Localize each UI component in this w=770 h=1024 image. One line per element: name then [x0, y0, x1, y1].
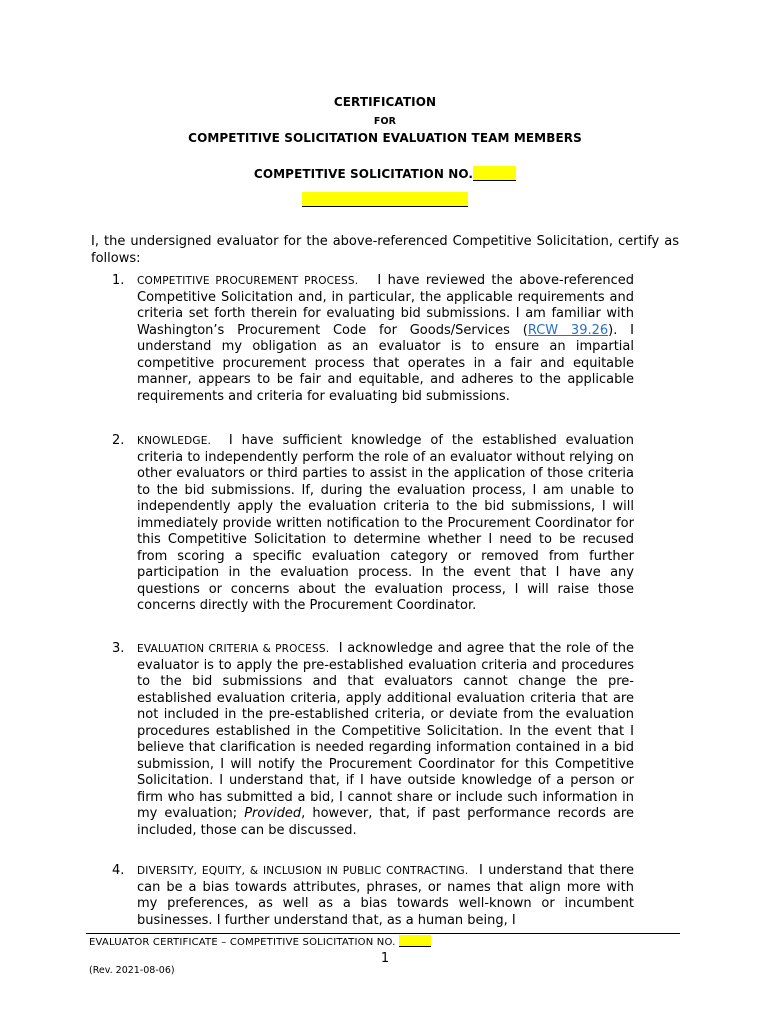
item-text-continued: , however, that, if past performance records are included, those can be discussed. [137, 806, 634, 838]
intro-paragraph: I, the undersigned evaluator for the above-referenced Competitive Solicitation, certify as follows: [91, 234, 679, 266]
footer-number-field[interactable] [399, 935, 431, 947]
solicitation-title-field[interactable] [302, 192, 468, 207]
rcw-link[interactable]: RCW 39.26 [527, 322, 609, 338]
item-body [137, 863, 634, 929]
item-number: 4. [112, 863, 125, 878]
item-number: 3. [112, 641, 125, 656]
item-text: I have reviewed the above-referenced Competitive Solicitation and, in particular, the applicable requirements and criteria set forth therein for evaluating bid submissions. I am familiar with Washington’s Procurement Code for Goods/Services ( [137, 273, 634, 338]
title-line-1: CERTIFICATION [333, 95, 437, 109]
item-body [137, 273, 634, 405]
footer-divider [86, 933, 680, 934]
title-line-4: COMPETITIVE SOLICITATION NO. [253, 167, 474, 181]
revision-date: (Rev. 2021-08-06) [89, 965, 175, 976]
list-item-3 [112, 641, 634, 839]
item-text: I understand that there can be a bias towards attributes, phrases, or names that align more with my preferences, as well as a bias towards well-known or incumbent businesses. I further understand that, as a human being, I [137, 863, 634, 928]
solicitation-number-field[interactable] [473, 166, 516, 181]
footer-label [89, 935, 431, 948]
item-heading: DIVERSITY, EQUITY, & INCLUSION IN PUBLIC CONTRACTING. [137, 865, 469, 877]
item-text: I acknowledge and agree that the role of the evaluator is to apply the pre-established evaluation criteria and procedures to the bid submissions and that evaluators cannot change the pre-established evaluation criteria, apply additional evaluation criteria that are not included in the pre-established criteria, or deviate from the evaluation procedures established in the Competitive Solicitation. In the event that I believe that clarification is needed regarding information contained in a bid submission, I will notify the Procurement Coordinator for this Competitive Solicitation. I understand that, if I have outside knowledge of a person or firm who has submitted a bid, I cannot share or include such information in my evaluation; [137, 641, 634, 821]
footer-label-text: EVALUATOR CERTIFICATE – COMPETITIVE SOLICITATION NO. [89, 937, 396, 948]
item-heading: EVALUATION CRITERIA & PROCESS. [137, 643, 330, 655]
title-line-2: FOR [373, 116, 397, 127]
item-text-continued: ). I understand my obligation as an evaluator is to ensure an impartial competitive procurement process that operates in a fair and equitable manner, appears to be fair and equitable, and adheres to the applicable requirements and criteria for evaluating bid submissions. [137, 322, 634, 404]
item-body [137, 433, 634, 615]
list-item-4 [112, 863, 634, 929]
item-number: 2. [112, 433, 125, 448]
item-text: I have sufficient knowledge of the established evaluation criteria to independently perform the role of an evaluator without relying on other evaluators or third parties to assist in the application of those criteria to the bid submissions. If, during the evaluation process, I am unable to independently apply the evaluation criteria to the bid submissions, I will immediately provide written notification to the Procurement Coordinator for this Competitive Solicitation to determine whether I need to be recused from scoring a specific evaluation category or removed from further participation in the evaluation process. In the event that I have any questions or concerns about the evaluation process, I will raise those concerns directly with the Procurement Coordinator. [137, 433, 634, 613]
title-certification [0, 95, 770, 109]
title-team-members [0, 131, 770, 145]
title-for [0, 116, 770, 127]
title-line-3: COMPETITIVE SOLICITATION EVALUATION TEAM MEMBERS [188, 131, 582, 145]
item-number: 1. [112, 273, 125, 288]
list-item-1 [112, 273, 634, 405]
page-number: 1 [380, 951, 390, 966]
list-item-2 [112, 433, 634, 615]
item-body [137, 641, 634, 839]
solicitation-number-heading [0, 166, 770, 181]
item-heading: COMPETITIVE PROCUREMENT PROCESS. [137, 275, 359, 287]
item-italic-text: Provided [244, 806, 302, 821]
item-heading: KNOWLEDGE. [137, 435, 212, 447]
